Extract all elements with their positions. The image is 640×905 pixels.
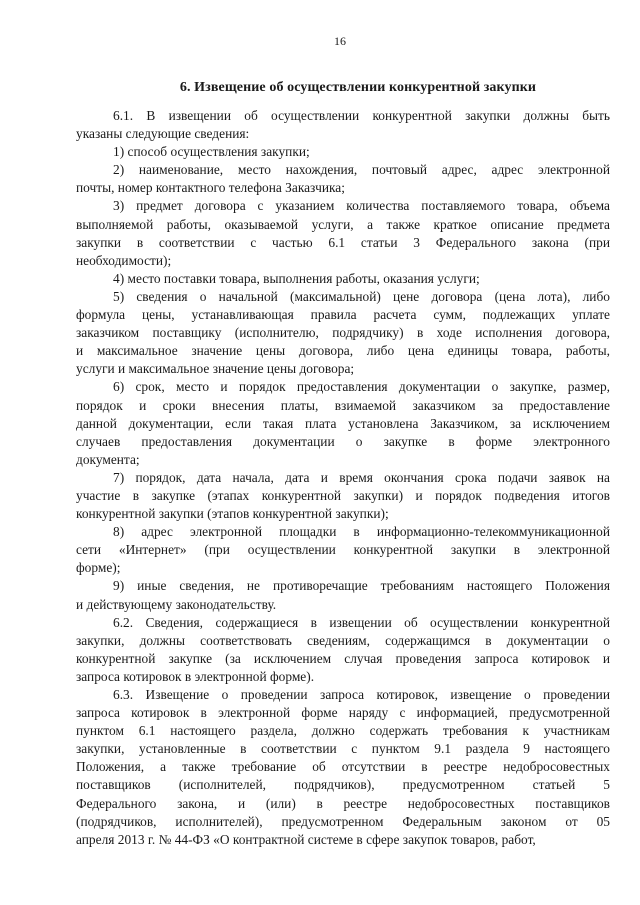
text-line: 6.3. Извещение о проведении запроса котировок, извещение о проведении [113,687,610,702]
text-line: 6.2. Сведения, содержащиеся в извещении об осуществлении конкурентной [113,614,610,630]
text-line: Федерального закона, и (или) в реестре недобросовестных поставщиков [76,795,610,811]
paragraph-item-7 [76,469,610,523]
text-line: запроса котировок в электронной форме). [76,668,315,684]
text-line: случаев предоставления документации о закупке в форме электронного [76,433,610,449]
page-number: 16 [334,34,346,48]
text-line: услуги и максимальное значение цены договора; [76,361,355,377]
paragraph-item-8 [76,523,610,577]
paragraph-item-5 [76,288,610,378]
paragraph-p-6-1 [76,107,610,143]
text-line: данной документации, если такая плата установлена Заказчиком, за исключением [76,415,610,431]
text-line: и максимальное значение цены договора, либо цена единицы товара, работы, [76,343,610,359]
text-line: указаны следующие сведения: [76,126,250,142]
text-line: и действующему законодательству. [76,596,277,612]
text-line: Положения, а также требование об отсутствии в реестре недобросовестных [76,759,610,775]
text-line: поставщиков (исполнителей, подрядчиков), предусмотренном статьей 5 [76,777,610,793]
text-line: 8) адрес электронной площадки в информационно-телекоммуникационной [113,524,610,540]
text-line: документа; [76,451,140,467]
text-line: порядок и сроки внесения платы, взимаемой заказчиком за предоставление [76,397,610,413]
text-line: 5) сведения о начальной (максимальной) цене договора (цена лота), либо [113,288,610,304]
paragraph-item-6 [76,378,610,468]
text-line: заказчиком поставщику (исполнителю, подрядчику) в ходе исполнения договора, [76,325,610,341]
text-line: 9) иные сведения, не противоречащие требованиям настоящего Положения [113,578,610,594]
text-line: апреля 2013 г. № 44-ФЗ «О контрактной системе в сфере закупок товаров, работ, [76,831,536,847]
paragraph-item-4 [76,270,610,288]
text-line: 3) предмет договора с указанием количества поставляемого товара, объема [113,198,610,214]
text-line: 7) порядок, дата начала, дата и время окончания срока подачи заявок на [113,469,610,485]
text-line: сети «Интернет» (при осуществлении конкурентной закупки в электронной [76,542,610,558]
text-line: 6.1. В извещении об осуществлении конкурентной закупки должны быть [113,108,610,123]
text-line: форме); [76,560,121,576]
text-line: запроса котировок в электронной форме наряду с информацией, предусмотренной [76,705,610,721]
text-line: пунктом 6.1 настоящего раздела, должно содержать требования к участникам [76,723,610,739]
text-line: 2) наименование, место нахождения, почтовый адрес, адрес электронной [113,162,610,178]
text-line: выполняемой работы, оказываемой услуги, а также краткое описание предмета [76,216,610,232]
paragraph-item-1 [76,143,610,161]
text-line: закупки в соответствии с частью 6.1 статьи 3 Федерального закона (при [76,234,610,250]
section-heading: 6. Извещение об осуществлении конкурентной закупки [179,80,537,95]
text-line: участие в закупке (этапах конкурентной закупки) и порядок подведения итогов [76,487,610,503]
document-body [76,107,610,849]
text-line: (подрядчиков, исполнителей), предусмотренном Федеральным законом от 05 [76,813,610,829]
paragraph-item-3 [76,197,610,269]
paragraph-p-6-2 [76,614,610,686]
paragraph-p-6-3 [76,686,610,849]
text-line: почты, номер контактного телефона Заказчика; [76,180,345,196]
text-line: 6) срок, место и порядок предоставления документации о закупке, размер, [113,379,610,395]
text-line: конкурентной закупке (за исключением случая проведения запроса котировок и [76,650,610,666]
text-line: необходимости); [76,252,172,268]
text-line: 4) место поставки товара, выполнения работы, оказания услуги; [113,270,480,286]
text-line: 1) способ осуществления закупки; [113,144,310,160]
text-line: закупки, должны соответствовать сведениям, содержащимся в документации о [76,632,610,648]
text-line: формула цены, устанавливающая правила расчета сумм, подлежащих уплате [76,307,610,323]
paragraph-item-2 [76,161,610,197]
paragraph-item-9 [76,577,610,613]
text-line: конкурентной закупки (этапов конкурентной закупки); [76,506,389,522]
text-line: закупки, установленные в соответствии с пунктом 9.1 раздела 9 настоящего [76,741,610,757]
